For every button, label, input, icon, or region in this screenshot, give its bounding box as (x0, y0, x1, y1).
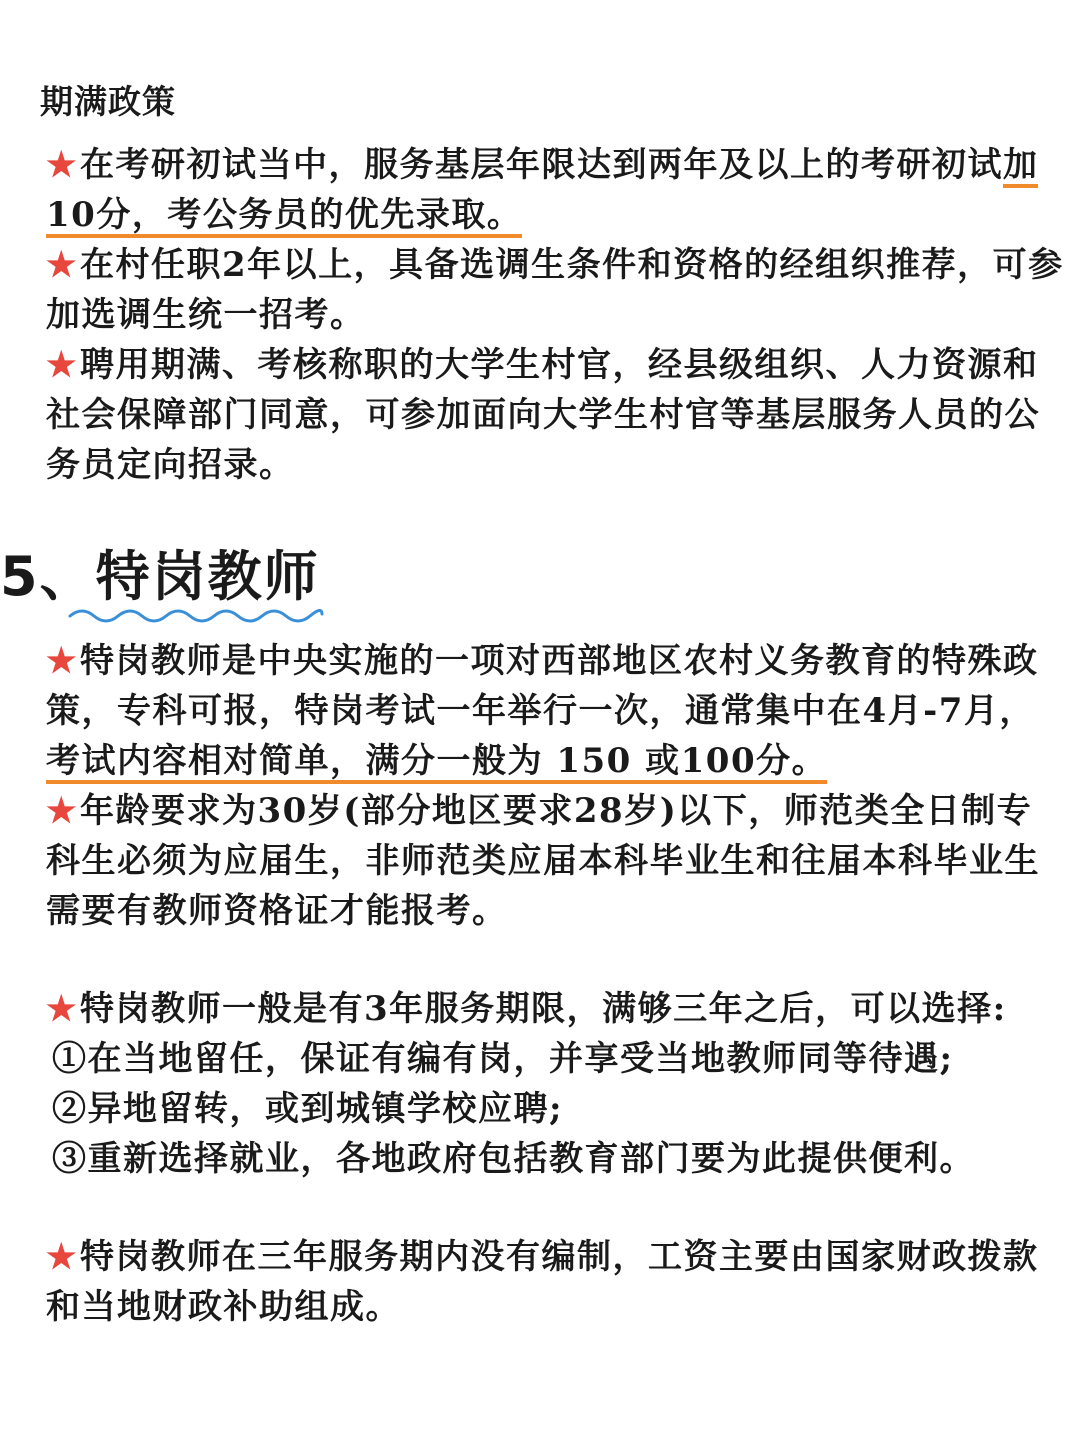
option-item-3: ③重新选择就业，各地政府包括教育部门要为此提供便利。 (52, 1139, 975, 1179)
section-p3-text: 特岗教师一般是有3年服务期限，满够三年之后，可以选择: (79, 989, 1007, 1029)
policy-heading: 期满政策 (40, 82, 176, 121)
section-p2-text: 年龄要求为30岁(部分地区要求28岁)以下，师范类全日制专科生必须为应届生，非师范类应届本科毕业生和往届本科毕业生需要有教师资格证才能报考。 (46, 791, 1040, 931)
section-paragraph-4 (46, 1232, 1066, 1332)
star-icon: ★ (46, 345, 78, 385)
star-icon: ★ (46, 1237, 78, 1277)
intro-p1-highlight: 加10分，考公务员的优先录取。 (46, 145, 1038, 238)
star-icon: ★ (46, 245, 78, 285)
intro-paragraph-2 (46, 240, 1066, 340)
wave-underline-icon (68, 604, 324, 624)
option-item-2: ②异地留转，或到城镇学校应聘; (52, 1089, 564, 1129)
intro-p2-text: 在村任职2年以上，具备选调生条件和资格的经组织推荐，可参加选调生统一招考。 (46, 245, 1064, 335)
star-icon: ★ (46, 641, 78, 681)
star-icon: ★ (46, 145, 78, 185)
section-paragraph-1 (46, 636, 1066, 786)
section-paragraph-3 (46, 984, 1066, 1034)
section-title: 5、特岗教师 (0, 545, 320, 608)
section-p1-text: 特岗教师是中央实施的一项对西部地区农村义务教育的特殊政策，专科可报，特岗考试一年举行一次，通常集中在4月-7月， (46, 641, 1039, 731)
section-paragraph-2 (46, 786, 1066, 936)
section-p1-highlight: 考试内容相对简单，满分一般为 150 或100分。 (46, 741, 827, 784)
star-icon: ★ (46, 791, 78, 831)
intro-p3-text: 聘用期满、考核称职的大学生村官，经县级组织、人力资源和社会保障部门同意，可参加面向大学生村官等基层服务人员的公务员定向招录。 (46, 345, 1040, 485)
intro-p1-text: 在考研初试当中，服务基层年限达到两年及以上的考研初试 (79, 145, 1003, 185)
section-p4-text: 特岗教师在三年服务期内没有编制，工资主要由国家财政拨款和当地财政补助组成。 (46, 1237, 1039, 1327)
intro-paragraph-3 (46, 340, 1066, 490)
intro-paragraph-1 (46, 140, 1066, 240)
option-item-1: ①在当地留任，保证有编有岗，并享受当地教师同等待遇; (52, 1039, 954, 1079)
star-icon: ★ (46, 989, 78, 1029)
